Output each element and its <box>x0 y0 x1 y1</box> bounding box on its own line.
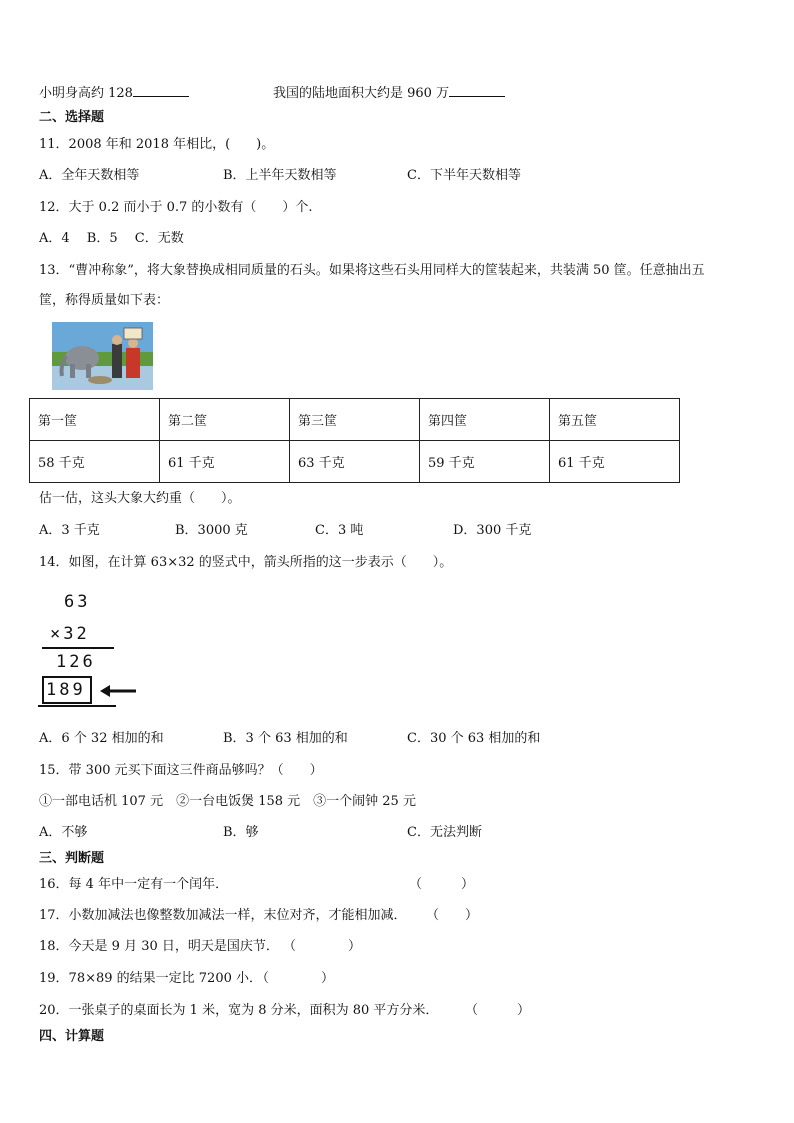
question-15-option-a: A．不够 <box>39 825 88 840</box>
question-11-option-c: C．下半年天数相等 <box>407 168 521 183</box>
answer-blank <box>133 84 189 97</box>
question-18-answer-bracket: （ ） <box>283 939 362 954</box>
section-heading-calc: 四、计算题 <box>39 1029 105 1044</box>
partial-product-2: 189 <box>46 680 86 700</box>
table-header-cell: 第二筐 <box>160 399 290 441</box>
question-19-stem: 19．78×89 的结果一定比 7200 小． <box>39 971 262 986</box>
question-15-stem: 15．带 300 元买下面这三件商品够吗？（ ） <box>39 763 323 778</box>
table-header-cell: 第四筐 <box>420 399 550 441</box>
arrow-left-icon <box>98 684 138 698</box>
table-header-cell: 第五筐 <box>550 399 680 441</box>
vertical-multiplication-figure <box>38 588 138 716</box>
table-cell: 61 千克 <box>550 441 680 483</box>
question-16-stem: 16．每 4 年中一定有一个闰年． <box>39 877 229 892</box>
question-14-option-b: B．3 个 63 相加的和 <box>223 731 348 746</box>
multiplicand: 63 <box>64 592 91 612</box>
question-17-stem: 17．小数加减法也像整数加减法一样，末位对齐，才能相加减． <box>39 908 407 923</box>
question-15-option-c: C．无法判断 <box>407 825 482 840</box>
table-cell: 58 千克 <box>30 441 160 483</box>
table-row <box>30 399 680 441</box>
question-15-option-b: B．够 <box>223 825 259 840</box>
blank-line-area: 我国的陆地面积大约是 960 万 <box>273 84 505 102</box>
multiplier: ×32 <box>50 624 90 644</box>
table-cell: 63 千克 <box>290 441 420 483</box>
section-heading-choice: 二、选择题 <box>39 110 105 125</box>
question-13-option-a: A．3 千克 <box>39 523 100 538</box>
table-cell: 59 千克 <box>420 441 550 483</box>
question-11-stem: 11．2008 年和 2018 年相比，( )。 <box>39 137 275 152</box>
question-17-answer-bracket: （ ） <box>426 908 479 923</box>
question-13-option-d: D．300 千克 <box>453 523 532 538</box>
table-cell: 61 千克 <box>160 441 290 483</box>
basket-weights-table <box>29 398 680 483</box>
question-14-option-c: C．30 个 63 相加的和 <box>407 731 541 746</box>
question-11-option-a: A．全年天数相等 <box>39 168 140 183</box>
section-heading-judge: 三、判断题 <box>39 851 105 866</box>
question-14-option-a: A．6 个 32 相加的和 <box>39 731 164 746</box>
question-12-options: A．4 B．5 C．无数 <box>39 231 184 246</box>
question-18-stem: 18．今天是 9 月 30 日，明天是国庆节． <box>39 939 279 954</box>
table-header-cell: 第三筐 <box>290 399 420 441</box>
product-line <box>42 647 114 649</box>
table-row <box>30 441 680 483</box>
question-13-option-b: B．3000 克 <box>175 523 248 538</box>
blank-line-height: 小明身高约 128 <box>39 84 189 102</box>
table-header-cell: 第一筐 <box>30 399 160 441</box>
partial-product-2-box <box>42 676 92 704</box>
question-20-answer-bracket: （ ） <box>465 1003 531 1018</box>
question-15-items: ①一部电话机 107 元 ②一台电饭煲 158 元 ③一个闹钟 25 元 <box>39 794 416 809</box>
question-13-stem-line2: 筐，称得质量如下表： <box>39 293 170 308</box>
partial-product-1: 126 <box>56 652 96 672</box>
answer-blank <box>449 84 505 97</box>
question-20-stem: 20．一张桌子的桌面长为 1 米，宽为 8 分米，面积为 80 平方分米． <box>39 1003 439 1018</box>
question-13-option-c: C．3 吨 <box>315 523 364 538</box>
question-11-option-b: B．上半年天数相等 <box>223 168 337 183</box>
question-16-answer-bracket: （ ） <box>409 877 475 892</box>
question-19-answer-bracket: （ ） <box>256 971 335 986</box>
question-13-stem-line1: 13．“曹冲称象”，将大象替换成相同质量的石头。如果将这些石头用同样大的筐装起来，共装满 50 筐。任意抽出五 <box>39 263 705 278</box>
elephant-weighing-illustration <box>52 322 153 390</box>
question-13-ask: 估一估，这头大象大约重（ ）。 <box>39 491 241 506</box>
bottom-line <box>38 705 116 707</box>
question-12-stem: 12．大于 0.2 而小于 0.7 的小数有（ ）个. <box>39 200 313 215</box>
question-14-stem: 14．如图，在计算 63×32 的竖式中，箭头所指的这一步表示（ ）。 <box>39 555 453 570</box>
